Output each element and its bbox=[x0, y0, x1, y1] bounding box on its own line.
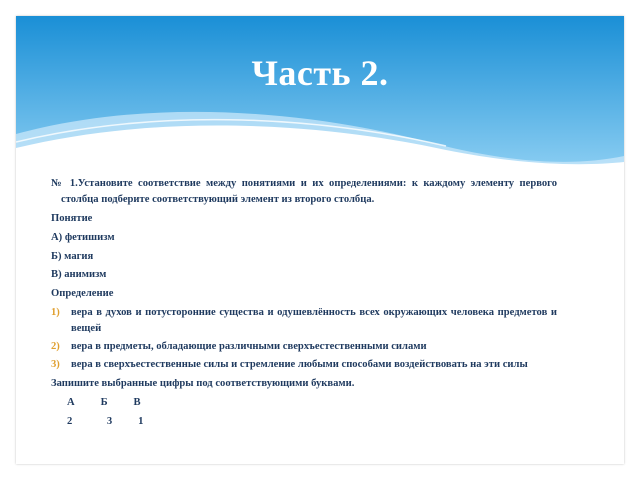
instruction-text: Запишите выбранные цифры под соответствующими буквами. bbox=[51, 377, 355, 389]
list-number: 2) bbox=[51, 341, 60, 353]
definition-item bbox=[51, 357, 557, 373]
concepts-heading: Понятие bbox=[51, 212, 93, 224]
header-banner bbox=[16, 16, 624, 176]
concept-item: А) фетишизм bbox=[51, 231, 115, 243]
list-number: 1) bbox=[51, 307, 60, 319]
definitions-heading: Определение bbox=[51, 288, 114, 300]
task-content bbox=[51, 176, 557, 432]
slide-title: Часть 2. bbox=[251, 53, 389, 93]
definitions-list bbox=[51, 305, 557, 373]
definition-text: вера в духов и потусторонние существа и одушевлённость всех окружающих человека предметов и вещей bbox=[71, 307, 557, 335]
answer-letters: А Б В bbox=[67, 396, 141, 408]
definition-text: вера в сверхъестественные силы и стремление любыми способами воздействовать на эти силы bbox=[71, 358, 528, 370]
definition-text: вера в предметы, обладающие различными сверхъестественными силами bbox=[71, 341, 427, 353]
concept-item: В) анимизм bbox=[51, 269, 107, 281]
concept-item: Б) магия bbox=[51, 250, 94, 262]
definition-item bbox=[51, 339, 557, 355]
list-number: 3) bbox=[51, 358, 60, 370]
task-text: № 1.Установите соответствие между понятиями и их определениями: к каждому элементу первого столбца подберите соответствующий элемент из второго столбца. bbox=[51, 178, 557, 205]
definition-item bbox=[51, 305, 557, 337]
answer-digits: 2 3 1 bbox=[67, 415, 144, 427]
